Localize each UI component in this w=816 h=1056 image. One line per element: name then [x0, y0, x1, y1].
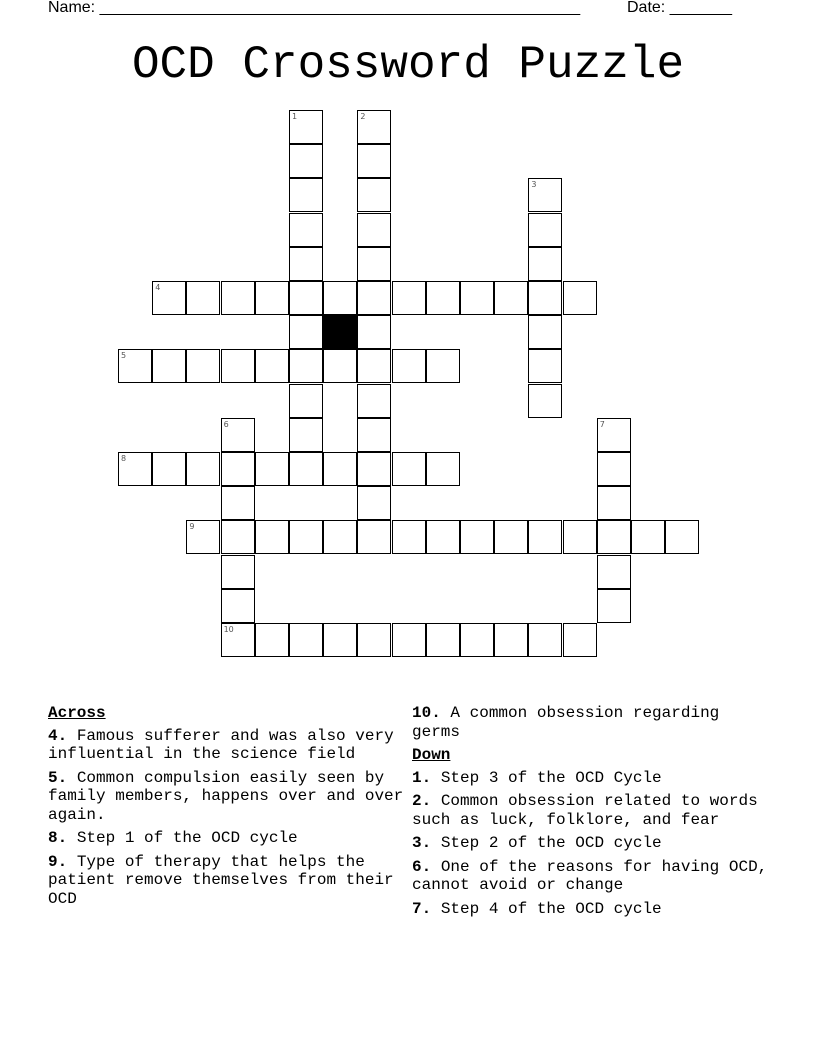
grid-cell[interactable] — [392, 520, 426, 554]
grid-cell[interactable] — [392, 623, 426, 657]
grid-cell[interactable] — [357, 213, 391, 247]
grid-cell[interactable] — [528, 623, 562, 657]
clue-number: 10. — [412, 704, 441, 722]
grid-cell[interactable] — [597, 520, 631, 554]
grid-cell[interactable] — [426, 452, 460, 486]
grid-cell[interactable] — [289, 144, 323, 178]
grid-cell[interactable] — [255, 281, 289, 315]
clue-across-9 — [48, 853, 406, 909]
grid-cell[interactable] — [357, 520, 391, 554]
grid-cell[interactable] — [357, 384, 391, 418]
clue-text: Step 4 of the OCD cycle — [440, 899, 662, 918]
grid-cell[interactable] — [357, 452, 391, 486]
clue-text: Step 3 of the OCD Cycle — [440, 768, 662, 787]
grid-cell[interactable] — [357, 349, 391, 383]
grid-cell[interactable] — [357, 281, 391, 315]
grid-cell[interactable] — [357, 486, 391, 520]
grid-cell[interactable] — [528, 247, 562, 281]
grid-cell[interactable] — [597, 418, 631, 452]
grid-cell[interactable] — [631, 520, 665, 554]
clue-number: 2. — [412, 792, 432, 810]
clue-number: 7. — [412, 899, 432, 918]
clue-across-5 — [48, 769, 406, 825]
grid-cell[interactable] — [460, 520, 494, 554]
grid-cell[interactable] — [357, 144, 391, 178]
grid-cell[interactable] — [323, 281, 357, 315]
grid-cell[interactable] — [289, 315, 323, 349]
grid-cell[interactable] — [563, 520, 597, 554]
grid-cell[interactable] — [426, 281, 460, 315]
grid-cell[interactable] — [186, 349, 220, 383]
clue-number-label: 8 — [121, 454, 127, 463]
grid-cell[interactable] — [289, 110, 323, 144]
clue-number-label: 4 — [155, 283, 161, 292]
grid-cell[interactable] — [221, 281, 255, 315]
grid-cell[interactable] — [528, 213, 562, 247]
clue-number: 9. — [48, 852, 68, 871]
grid-cell[interactable] — [152, 281, 186, 315]
grid-cell[interactable] — [426, 520, 460, 554]
grid-cell[interactable] — [289, 418, 323, 452]
grid-cell[interactable] — [426, 349, 460, 383]
grid-cell[interactable] — [289, 520, 323, 554]
grid-cell[interactable] — [289, 623, 323, 657]
clue-number: 1. — [412, 768, 432, 787]
clue-text: Famous sufferer and was also very influential in the science field — [48, 726, 394, 763]
grid-cell[interactable] — [528, 315, 562, 349]
clue-text: Step 1 of the OCD cycle — [76, 829, 298, 847]
grid-cell[interactable] — [528, 384, 562, 418]
grid-cell[interactable] — [323, 349, 357, 383]
grid-cell[interactable] — [255, 520, 289, 554]
clue-down-7 — [412, 900, 772, 919]
clue-text: Common obsession related to words such as luck, folklore, and fear — [412, 792, 758, 829]
clue-number-label: 1 — [292, 112, 298, 121]
date-field-label: Date: _______ — [627, 0, 732, 16]
grid-cell[interactable] — [323, 452, 357, 486]
clue-down-1 — [412, 769, 772, 788]
grid-cell[interactable] — [357, 418, 391, 452]
grid-cell[interactable] — [357, 623, 391, 657]
grid-cell[interactable] — [597, 555, 631, 589]
grid-cell[interactable] — [221, 452, 255, 486]
clue-number-label: 2 — [360, 112, 366, 121]
clue-number: 3. — [412, 834, 432, 852]
grid-cell[interactable] — [357, 178, 391, 212]
grid-cell[interactable] — [357, 315, 391, 349]
grid-cell[interactable] — [563, 281, 597, 315]
grid-cell[interactable] — [152, 452, 186, 486]
clue-number-label: 3 — [531, 180, 537, 190]
grid-cell[interactable] — [289, 178, 323, 212]
clues-left-column — [48, 704, 406, 913]
grid-cell[interactable] — [289, 349, 323, 383]
grid-cell[interactable] — [494, 623, 528, 657]
grid-cell[interactable] — [597, 452, 631, 486]
clue-number-label: 5 — [121, 351, 127, 361]
grid-cell[interactable] — [528, 178, 562, 212]
grid-cell[interactable] — [221, 520, 255, 554]
clue-across-8 — [48, 829, 406, 848]
grid-cell[interactable] — [289, 452, 323, 486]
across-heading: Across — [48, 704, 106, 722]
grid-cell[interactable] — [426, 623, 460, 657]
clue-down-2 — [412, 792, 772, 829]
clue-number: 4. — [48, 726, 68, 745]
clue-text: Common compulsion easily seen by family members, happens over and over again. — [48, 768, 404, 824]
grid-cell[interactable] — [118, 452, 152, 486]
grid-cell[interactable] — [665, 520, 699, 554]
grid-cell[interactable] — [494, 281, 528, 315]
clue-text: A common obsession regarding germs — [412, 704, 720, 741]
shaded-cell — [323, 315, 357, 349]
page-title: OCD Crossword Puzzle — [131, 39, 685, 91]
grid-cell[interactable] — [186, 452, 220, 486]
grid-cell[interactable] — [255, 623, 289, 657]
clue-text: Type of therapy that helps the patient remove themselves from their OCD — [48, 852, 394, 908]
grid-cell[interactable] — [186, 281, 220, 315]
grid-cell[interactable] — [289, 213, 323, 247]
clue-text: One of the reasons for having OCD, cannot avoid or change — [412, 857, 768, 894]
grid-cell[interactable] — [528, 520, 562, 554]
clue-number-label: 10 — [223, 625, 234, 634]
grid-cell[interactable] — [221, 349, 255, 383]
grid-cell[interactable] — [255, 452, 289, 486]
grid-cell[interactable] — [289, 384, 323, 418]
grid-cell[interactable] — [460, 281, 494, 315]
grid-cell[interactable] — [186, 520, 220, 554]
grid-cell[interactable] — [460, 623, 494, 657]
grid-cell[interactable] — [528, 349, 562, 383]
grid-cell[interactable] — [528, 281, 562, 315]
grid-cell[interactable] — [118, 349, 152, 383]
grid-cell[interactable] — [392, 281, 426, 315]
grid-cell[interactable] — [597, 486, 631, 520]
clue-down-3 — [412, 834, 772, 853]
grid-cell[interactable] — [289, 247, 323, 281]
grid-cell[interactable] — [221, 589, 255, 623]
grid-cell[interactable] — [152, 349, 186, 383]
grid-cell[interactable] — [221, 555, 255, 589]
clue-number: 5. — [48, 768, 68, 787]
clue-across-4 — [48, 727, 406, 764]
clue-number-label: 9 — [189, 522, 195, 532]
grid-cell[interactable] — [255, 349, 289, 383]
clue-down-6 — [412, 858, 772, 895]
grid-cell[interactable] — [357, 247, 391, 281]
clue-number-label: 7 — [599, 419, 605, 429]
clues-right-column — [412, 704, 772, 923]
clue-number-label: 6 — [223, 419, 229, 429]
down-heading: Down — [412, 746, 451, 764]
grid-cell[interactable] — [221, 486, 255, 520]
clue-number: 8. — [48, 829, 68, 847]
grid-cell[interactable] — [597, 589, 631, 623]
grid-cell[interactable] — [221, 623, 255, 657]
grid-cell[interactable] — [392, 452, 426, 486]
grid-cell[interactable] — [289, 281, 323, 315]
grid-cell[interactable] — [392, 349, 426, 383]
grid-cell[interactable] — [221, 418, 255, 452]
grid-cell[interactable] — [563, 623, 597, 657]
clue-number: 6. — [412, 857, 432, 876]
grid-cell[interactable] — [494, 520, 528, 554]
clue-text: Step 2 of the OCD cycle — [440, 834, 662, 852]
grid-cell[interactable] — [323, 520, 357, 554]
name-field-label: Name: ______________________________________________________ — [48, 0, 581, 16]
grid-cell[interactable] — [323, 623, 357, 657]
clue-across-10 — [412, 704, 772, 741]
grid-cell[interactable] — [357, 110, 391, 144]
